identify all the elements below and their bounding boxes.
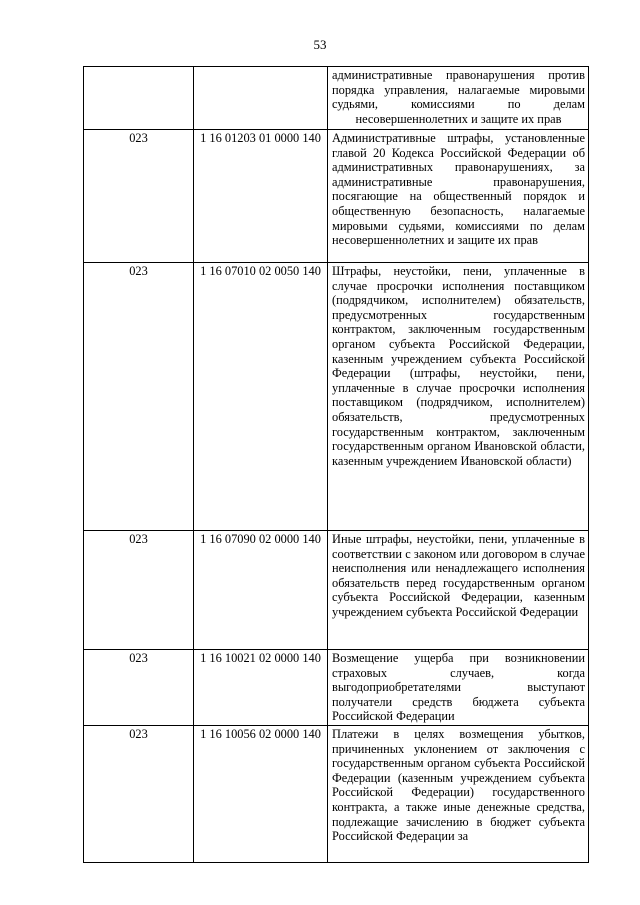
admin-code-cell: 023 bbox=[84, 650, 194, 726]
revenue-name-cell: административные правонарушения против порядка управления, налагаемые мировыми судьями, комиссиями по делам несовершеннолетних и защите их прав bbox=[328, 67, 589, 130]
revenue-name-cell: Возмещение ущерба при возникновении страховых случаев, когда выгодоприобретателями выступают получатели средств бюджета субъекта Российской Федерации bbox=[328, 650, 589, 726]
budget-code-cell: 1 16 07090 02 0000 140 bbox=[194, 531, 328, 650]
admin-code-cell: 023 bbox=[84, 531, 194, 650]
table-row bbox=[84, 650, 589, 726]
budget-code-cell: 1 16 10021 02 0000 140 bbox=[194, 650, 328, 726]
admin-code-cell: 023 bbox=[84, 130, 194, 263]
revenue-name-cell: Платежи в целях возмещения убытков, причиненных уклонением от заключения с государственным органом субъекта Российской Федерации (казенным учреждением субъекта Российской Федерации) государственного контракта, а также иные денежные средства, подлежащие зачислению в бюджет субъекта Российской Федерации за bbox=[328, 725, 589, 862]
table-row bbox=[84, 531, 589, 650]
table-row bbox=[84, 130, 589, 263]
page-number: 53 bbox=[313, 37, 327, 52]
admin-code-cell: 023 bbox=[84, 725, 194, 862]
revenue-name-cell: Иные штрафы, неустойки, пени, уплаченные в соответствии с законом или договором в случае неисполнения или ненадлежащего исполнения обязательств перед государственным органом субъекта Российской Федерации, казенным учреждением субъекта Российской Федерации bbox=[328, 531, 589, 650]
budget-code-cell: 1 16 10056 02 0000 140 bbox=[194, 725, 328, 862]
budget-code-cell bbox=[194, 67, 328, 130]
table-row bbox=[84, 263, 589, 531]
admin-code-cell bbox=[84, 67, 194, 130]
budget-code-cell: 1 16 07010 02 0050 140 bbox=[194, 263, 328, 531]
revenue-name-cell: Штрафы, неустойки, пени, уплаченные в случае просрочки исполнения поставщиком (подрядчиком, исполнителем) обязательств, предусмотренных государственным контрактом, заключенным государственным органом субъекта Российской Федерации, казенным учреждением субъекта Российской Федерации (штрафы, неустойки, пени, уплаченные в случае просрочки исполнения поставщиком (подрядчиком, исполнителем) обязательств, предусмотренных государственным контрактом, заключенным государственным органом Ивановской области, казенным учреждением Ивановской области) bbox=[328, 263, 589, 531]
admin-code-cell: 023 bbox=[84, 263, 194, 531]
table-row bbox=[84, 725, 589, 862]
table-row bbox=[84, 67, 589, 130]
revenue-name-cell: Административные штрафы, установленные главой 20 Кодекса Российской Федерации об административных правонарушениях, за административные правонарушения, посягающие на общественный порядок и общественную безопасность, налагаемые мировыми судьями, комиссиями по делам несовершеннолетних и защите их прав bbox=[328, 130, 589, 263]
budget-revenue-table bbox=[83, 66, 589, 863]
budget-code-cell: 1 16 01203 01 0000 140 bbox=[194, 130, 328, 263]
